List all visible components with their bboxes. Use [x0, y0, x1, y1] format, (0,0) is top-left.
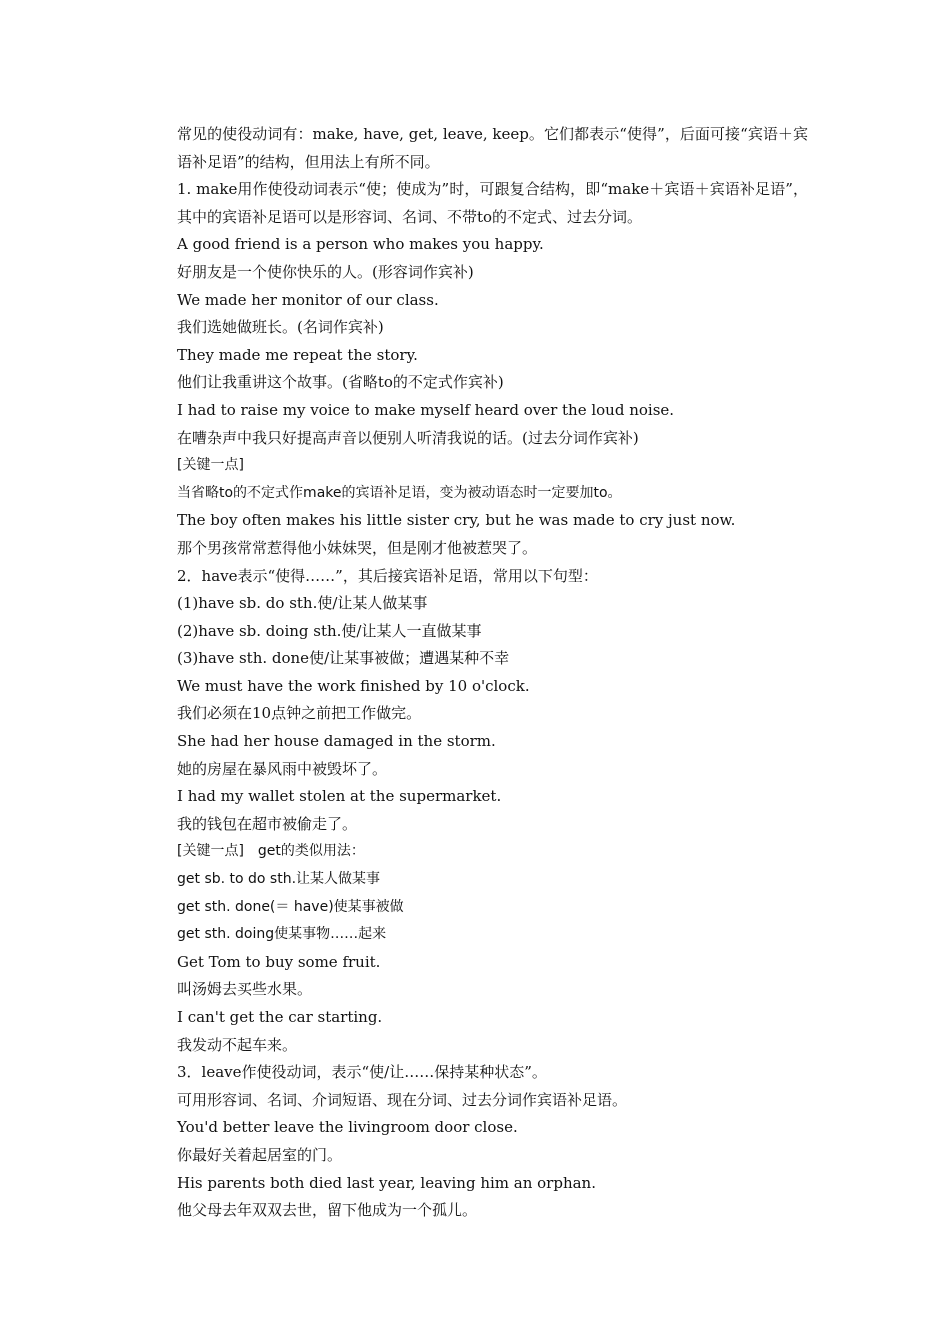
paragraph-line: A good friend is a person who makes you happy.	[177, 235, 544, 254]
paragraph-line: We made her monitor of our class.	[177, 290, 439, 309]
paragraph-line: (2)have sb. doing sth.使/让某人一直做某事	[177, 621, 482, 640]
paragraph-line: 他父母去年双双去世，留下他成为一个孤儿。	[177, 1201, 478, 1220]
document-body	[145, 121, 808, 1225]
paragraph-line: They made me repeat the story.	[177, 345, 418, 364]
paragraph-line: We must have the work finished by 10 o'clock.	[177, 676, 530, 695]
paragraph-line: 在嘈杂声中我只好提高声音以便别人听清我说的话。(过去分词作宾补)	[177, 428, 639, 447]
paragraph-line: 好朋友是一个使你快乐的人。(形容词作宾补)	[177, 262, 474, 281]
paragraph-line: 我的钱包在超市被偷走了。	[177, 814, 358, 833]
key-point-line: [关键一点]	[177, 457, 244, 474]
paragraph-line: 我发动不起车来。	[177, 1035, 298, 1054]
paragraph-line: His parents both died last year, leaving him an orphan.	[177, 1173, 596, 1192]
paragraph-line: 我们选她做班长。(名词作宾补)	[177, 318, 384, 337]
paragraph-line: She had her house damaged in the storm.	[177, 732, 496, 751]
paragraph-line: 她的房屋在暴风雨中被毁坏了。	[177, 759, 388, 778]
paragraph-line: 那个男孩常常惹得他小妹妹哭，但是刚才他被惹哭了。	[177, 538, 538, 557]
paragraph-line: 你最好关着起居室的门。	[177, 1145, 343, 1164]
paragraph-line: 我们必须在10点钟之前把工作做完。	[177, 704, 422, 723]
paragraph-line: 常见的使役动词有：make, have, get, leave, keep。它们都表示“使得”，后面可接“宾语＋宾语补足语”的结构，但用法上有所不同。	[177, 125, 808, 171]
paragraph-line: (1)have sb. do sth.使/让某人做某事	[177, 594, 428, 613]
paragraph-line: I can't get the car starting.	[177, 1008, 383, 1026]
paragraph-line: You'd better leave the livingroom door close.	[177, 1118, 518, 1137]
key-point-line: get sth. done(＝ have)使某事被做	[177, 898, 404, 915]
paragraph-line: Get Tom to buy some fruit.	[177, 952, 381, 971]
paragraph-line: The boy often makes his little sister cry, but he was made to cry just now.	[177, 511, 736, 530]
paragraph-line: 1. make用作使役动词表示“使；使成为”时，可跟复合结构，即“make＋宾语＋宾语补足语”，其中的宾语补足语可以是形容词、名词、不带to的不定式、过去分词。	[177, 180, 808, 226]
paragraph-line: 叫汤姆去买些水果。	[177, 980, 313, 999]
paragraph-line: 可用形容词、名词、介词短语、现在分词、过去分词作宾语补足语。	[177, 1090, 628, 1109]
key-point-line: 当省略to的不定式作make的宾语补足语，变为被动语态时一定要加to。	[177, 484, 622, 501]
key-point-line: [关键一点] get的类似用法：	[177, 843, 365, 860]
key-point-line: get sth. doing使某事物……起来	[177, 926, 387, 943]
paragraph-line: 他们让我重讲这个故事。(省略to的不定式作宾补)	[177, 373, 504, 392]
paragraph-line: 3．leave作使役动词，表示“使/让……保持某种状态”。	[177, 1063, 547, 1082]
key-point-line: get sb. to do sth.让某人做某事	[177, 871, 381, 888]
paragraph-line: (3)have sth. done使/让某事被做；遭遇某种不幸	[177, 649, 510, 668]
paragraph-line: 2．have表示“使得……”，其后接宾语补足语，常用以下句型：	[177, 566, 598, 585]
paragraph-line: I had to raise my voice to make myself heard over the loud noise.	[177, 400, 675, 419]
paragraph-line: I had my wallet stolen at the supermarket.	[177, 787, 502, 806]
